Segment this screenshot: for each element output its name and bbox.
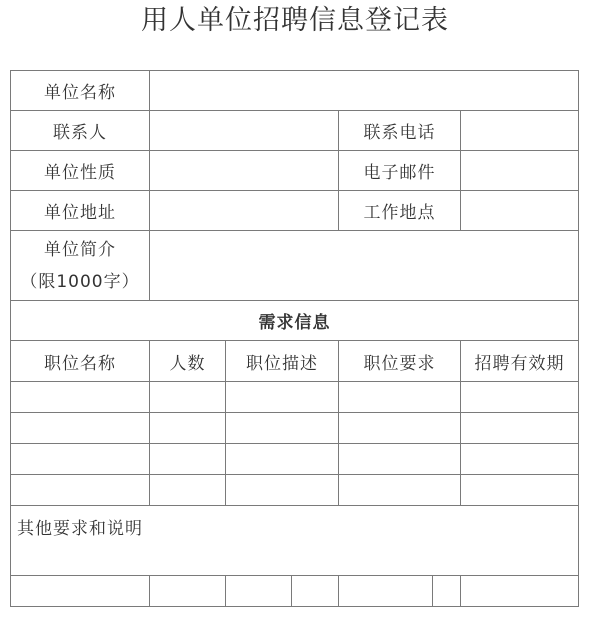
column-header: 职位名称 (11, 341, 150, 382)
validity-period-cell[interactable] (461, 475, 579, 506)
row-requirements-columns (11, 341, 579, 382)
unit-intro-label-line1: 单位简介 (44, 239, 116, 260)
job-title-cell[interactable] (11, 413, 150, 444)
unit-intro-field[interactable] (150, 231, 579, 301)
row-nature-email (11, 151, 579, 191)
email-field[interactable] (461, 151, 579, 191)
work-location-label: 工作地点 (339, 191, 461, 231)
unit-intro-label (11, 231, 150, 301)
other-requirements-field[interactable] (11, 506, 579, 576)
row-other-requirements (11, 506, 579, 576)
column-header: 职位描述 (226, 341, 339, 382)
blank-cell[interactable] (433, 576, 461, 607)
contact-phone-label: 联系电话 (339, 111, 461, 151)
row-contact (11, 111, 579, 151)
row-requirements-header (11, 301, 579, 341)
blank-cell[interactable] (150, 576, 226, 607)
job-description-cell[interactable] (226, 382, 339, 413)
validity-period-cell[interactable] (461, 444, 579, 475)
table-row (11, 382, 579, 413)
table-row (11, 576, 579, 607)
row-unit-name (11, 71, 579, 111)
blank-cell[interactable] (461, 576, 579, 607)
other-requirements-label: 其他要求和说明 (17, 519, 143, 539)
unit-nature-field[interactable] (150, 151, 339, 191)
headcount-cell[interactable] (150, 382, 226, 413)
job-title-cell[interactable] (11, 444, 150, 475)
email-label: 电子邮件 (339, 151, 461, 191)
unit-address-field[interactable] (150, 191, 339, 231)
row-unit-intro (11, 231, 579, 301)
blank-cell[interactable] (11, 576, 150, 607)
page-title: 用人单位招聘信息登记表 (141, 5, 449, 36)
job-title-cell[interactable] (11, 475, 150, 506)
validity-period-cell[interactable] (461, 413, 579, 444)
blank-cell[interactable] (226, 576, 292, 607)
headcount-cell[interactable] (150, 475, 226, 506)
headcount-cell[interactable] (150, 444, 226, 475)
contact-person-label: 联系人 (11, 111, 150, 151)
job-description-cell[interactable] (226, 444, 339, 475)
column-header: 人数 (150, 341, 226, 382)
unit-intro-label-line2: （限1000字） (20, 271, 140, 292)
column-header: 招聘有效期 (461, 341, 579, 382)
job-title-cell[interactable] (11, 382, 150, 413)
job-requirements-cell[interactable] (339, 413, 461, 444)
job-description-cell[interactable] (226, 413, 339, 444)
blank-cell[interactable] (339, 576, 433, 607)
work-location-field[interactable] (461, 191, 579, 231)
job-requirements-cell[interactable] (339, 444, 461, 475)
job-description-cell[interactable] (226, 475, 339, 506)
row-address-location (11, 191, 579, 231)
contact-phone-field[interactable] (461, 111, 579, 151)
requirements-section-title: 需求信息 (11, 301, 579, 341)
headcount-cell[interactable] (150, 413, 226, 444)
table-row (11, 413, 579, 444)
table-row (11, 444, 579, 475)
recruitment-form-table (10, 70, 579, 607)
table-row (11, 475, 579, 506)
column-header: 职位要求 (339, 341, 461, 382)
unit-nature-label: 单位性质 (11, 151, 150, 191)
blank-cell[interactable] (292, 576, 339, 607)
unit-name-field[interactable] (150, 71, 579, 111)
contact-person-field[interactable] (150, 111, 339, 151)
unit-name-label: 单位名称 (11, 71, 150, 111)
validity-period-cell[interactable] (461, 382, 579, 413)
job-requirements-cell[interactable] (339, 382, 461, 413)
unit-address-label: 单位地址 (11, 191, 150, 231)
job-requirements-cell[interactable] (339, 475, 461, 506)
